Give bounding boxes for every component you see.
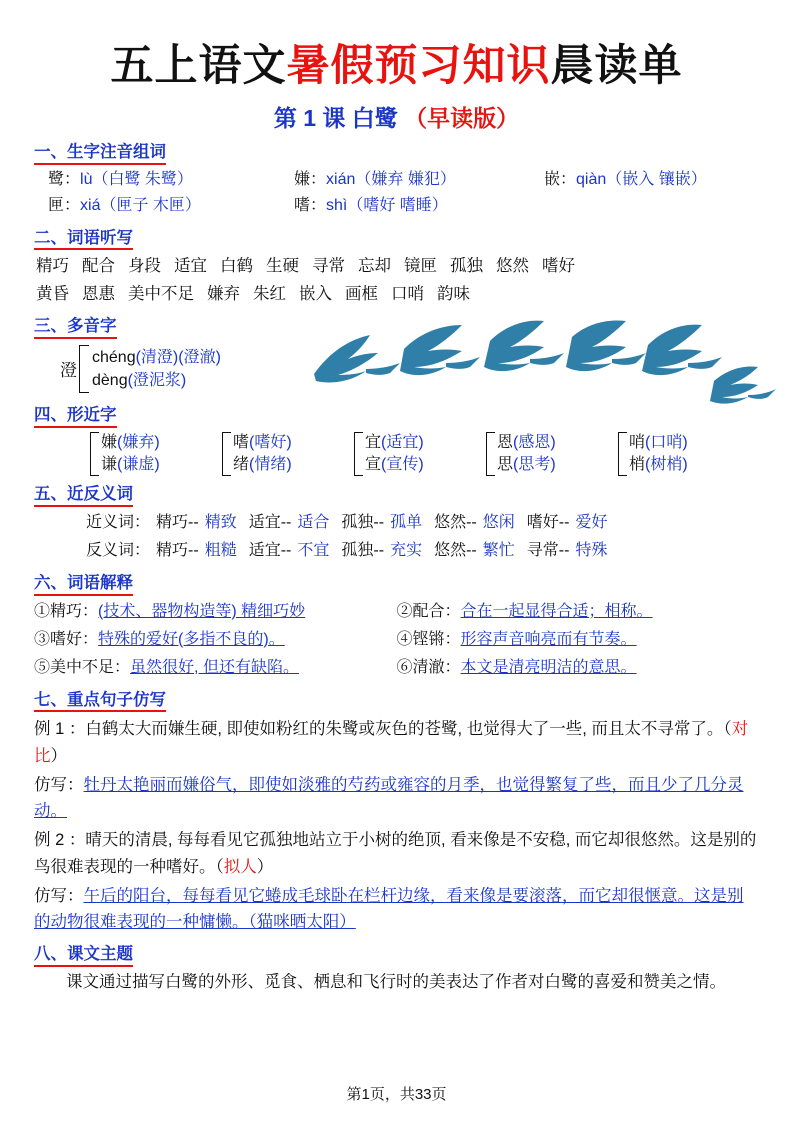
word: 身段 [128,257,161,276]
duoyinzi-reading-1 [92,346,221,369]
reading-pinyin: chéng [92,348,136,366]
example-label: 例 1 ： [34,720,86,739]
pinyin-item [544,167,707,193]
definition-text: 合在一起显得合适；相称。 [460,602,653,620]
example-label: 例 2 ： [34,831,86,850]
section-definitions [34,568,759,682]
pinyin-char: 匣： [48,197,81,215]
pair: 悠然-- 悠闲 [434,513,515,531]
xingjinzi-bottom [233,454,292,476]
word: 孤独 [450,257,483,276]
example-tag: 拟人 [223,857,257,876]
xingjinzi-top [101,432,160,454]
brace-shape [222,432,231,476]
char: 宣 [365,455,382,473]
word: 生硬 [266,257,299,276]
pair: 嗜好-- 爱好 [526,513,608,531]
synonyms-label: 近义词： [86,513,151,531]
section-xingjinzi [34,400,759,476]
antonyms-label: 反义词： [86,541,151,559]
word: 白鹤 [220,257,253,276]
duoyinzi-reading-2 [92,369,221,392]
antonyms-row [34,537,759,565]
word: (谦虚) [117,455,160,473]
duoyinzi-readings [92,346,221,392]
definition-item: ⑤美中不足：虽然很好, 但还有缺陷。 [34,658,299,676]
section-heading-1: 一、生字注音组词 [34,142,166,165]
char: 恩 [497,433,514,451]
example-text: 晴天的清晨, 每每看见它孤独地站立于小树的绝顶, 看来像是不安稳, 而它却很悠然。这是别的鸟很难表现的一种嗜好。（ [34,831,757,876]
definition-text: 形容声音响亮而有节奏。 [460,630,637,648]
char: 哨 [629,433,646,451]
word: 嵌入 [299,285,332,304]
duoyinzi-block [34,341,759,397]
word: (情绪) [249,455,292,473]
word: 韵味 [437,285,470,304]
section-sentence-imitation [34,685,759,936]
imitation-text: 牡丹太艳丽而嫌俗气，即使如淡雅的芍药或雍容的月季，也觉得繁复了些，而且少了几分灵动。 [34,775,744,821]
word: 口哨 [391,285,424,304]
word: 嗜好 [542,257,575,276]
definition-text: 特殊的爱好(多指不良的)。 [98,630,285,648]
pair: 悠然-- 繁忙 [434,541,515,559]
word: (适宜) [381,433,424,451]
pinyin-words: （嵌入 镶嵌） [606,170,707,188]
section-heading-3: 三、多音字 [34,316,117,339]
lesson-subtitle [34,100,759,133]
definition-text: 本文是清亮明洁的意思。 [460,658,637,676]
definition-text: 虽然很好, 但还有缺陷。 [130,658,299,676]
dictation-line-2 [34,280,759,308]
title-highlight: 暑假预习知识 [286,42,551,90]
char: 思 [497,455,514,473]
example-1: 例 1 ：白鹤太大而嫌生硬, 即使如粉红的朱鹭或灰色的苍鹭, 也觉得大了一些, 而且太不寻常了。（对比） [34,720,749,765]
word: 精巧 [36,257,69,276]
word: (感恩) [513,433,556,451]
pinyin-reading: xián [326,170,356,188]
pinyin-item [48,167,294,193]
section-heading-7: 七、重点句子仿写 [34,690,166,713]
reading-words: (澄泥浆) [127,371,187,389]
word: 恩惠 [82,285,115,304]
word: 镜匣 [404,257,437,276]
definition-item: ③嗜好：特殊的爱好(多指不良的)。 [34,630,285,648]
pinyin-words: （白鹭 朱鹭） [92,170,193,188]
definition-item: ④铿锵：形容声音响亮而有节奏。 [396,630,637,648]
xingjinzi-bottom [101,454,160,476]
lesson-label: 第 1 课 白鹭 [273,105,405,132]
pinyin-reading: qiàn [576,170,607,188]
pair: 寻常-- 特殊 [526,541,608,559]
pair: 适宜-- 不宜 [248,541,330,559]
pinyin-item [294,193,544,219]
brace-shape [79,345,89,393]
word: 嫌弃 [207,285,240,304]
definition-item: ⑥清澈：本文是清亮明洁的意思。 [396,658,637,676]
section-theme [34,939,759,995]
pinyin-char: 鹭： [48,170,81,188]
pinyin-item [294,167,544,193]
synonyms-row [34,509,759,537]
theme-text: 课文通过描写白鹭的外形、觅食、栖息和飞行时的美表达了作者对白鹭的喜爱和赞美之情。 [66,972,726,991]
word: 美中不足 [128,285,194,304]
word: 寻常 [312,257,345,276]
section-synonyms-antonyms [34,479,759,565]
section-heading-4: 四、形近字 [34,405,117,428]
definitions-grid [34,598,759,682]
pair: 精巧-- 粗糙 [156,541,237,559]
imitation-label: 仿写： [34,775,84,794]
word: 配合 [82,257,115,276]
char: 宜 [365,433,382,451]
example-text: 白鹤太大而嫌生硬, 即使如粉红的朱鹭或灰色的苍鹭, 也觉得大了一些, 而且太不寻常了。（ [85,720,732,739]
lesson-tag: （早读版） [404,105,520,132]
xingjinzi-top [365,432,424,454]
word: (思考) [513,455,556,473]
xingjinzi-bottom [365,454,424,476]
title-part2: 晨读单 [550,42,683,90]
duoyinzi-char: 澄 [60,361,77,381]
xingjinzi-group [354,432,486,477]
word: (嫌弃) [117,433,160,451]
xingjinzi-bottom [497,454,556,476]
xingjinzi-top [233,432,292,454]
brace-shape [618,432,627,476]
pinyin-row-1 [34,167,759,193]
pinyin-words: （嫌弃 嫌犯） [355,170,456,188]
xingjinzi-row [34,432,759,477]
word: (嗜好) [249,433,292,451]
pinyin-row-2 [34,193,759,219]
word: 画框 [345,285,378,304]
char: 绪 [233,455,250,473]
imitation-text: 午后的阳台，每每看见它蜷成毛球卧在栏杆边缘，看来像是要滚落，而它却很惬意。这是别的动物很难表现的一种慵懒。（猫咪晒太阳） [34,886,744,932]
section-duoyinzi [34,311,759,397]
page-footer: 第1页，共33页 [346,1086,447,1103]
imitation-label: 仿写： [34,886,84,905]
example-2: 例 2 ：晴天的清晨, 每每看见它孤独地站立于小树的绝顶, 看来像是不安稳, 而它却很悠然。这是别的鸟很难表现的一种嗜好。（拟人） [34,831,757,876]
section-shengzi [34,137,759,219]
pair: 精巧-- 精致 [156,513,237,531]
pinyin-words: （匣子 木匣） [100,197,201,215]
word: 黄昏 [36,285,69,304]
reading-pinyin: dèng [92,371,128,389]
brace-shape [486,432,495,476]
xingjinzi-top [629,432,688,454]
pinyin-reading: xiá [80,197,101,215]
imitation-1 [34,772,759,825]
brace-shape [90,432,99,476]
section-heading-2: 二、词语听写 [34,228,133,251]
dictation-line-1 [34,252,759,280]
word: (树梢) [645,455,688,473]
definition-item: ①精巧：(技术、器物构造等) 精细巧妙 [34,602,306,620]
pinyin-char: 嗜： [294,197,327,215]
xingjinzi-group [90,432,222,477]
word: 朱红 [253,285,286,304]
xingjinzi-top [497,432,556,454]
reading-words: (清澄)(澄澈) [135,348,221,366]
section-heading-5: 五、近反义词 [34,484,133,507]
xingjinzi-group [486,432,618,477]
xingjinzi-group [618,432,750,477]
section-dictation [34,223,759,309]
pinyin-char: 嵌： [544,170,577,188]
word: (宣传) [381,455,424,473]
definition-text: (技术、器物构造等) 精细巧妙 [98,602,306,620]
page-title [34,42,759,90]
xingjinzi-bottom [629,454,688,476]
char: 梢 [629,455,646,473]
imitation-2 [34,883,759,936]
pinyin-reading: shì [326,197,348,215]
pinyin-item [48,193,294,219]
pair: 适宜-- 适合 [248,513,330,531]
section-heading-6: 六、词语解释 [34,573,133,596]
pinyin-words: （嗜好 嗜睡） [347,197,448,215]
pair: 孤独-- 充实 [341,541,423,559]
brace-shape [354,432,363,476]
word: (口哨) [645,433,688,451]
pinyin-char: 嫌： [294,170,327,188]
section-heading-8: 八、课文主题 [34,944,133,967]
word: 忘却 [358,257,391,276]
pinyin-reading: lù [80,170,93,188]
title-part1: 五上语文 [110,42,287,90]
char: 嫌 [101,433,118,451]
definition-item: ②配合：合在一起显得合适；相称。 [396,602,653,620]
word: 悠然 [496,257,529,276]
word: 适宜 [174,257,207,276]
char: 谦 [101,455,118,473]
xingjinzi-group [222,432,354,477]
example-tag: 对比 [34,720,749,765]
char: 嗜 [233,433,250,451]
pair: 孤独-- 孤单 [341,513,423,531]
